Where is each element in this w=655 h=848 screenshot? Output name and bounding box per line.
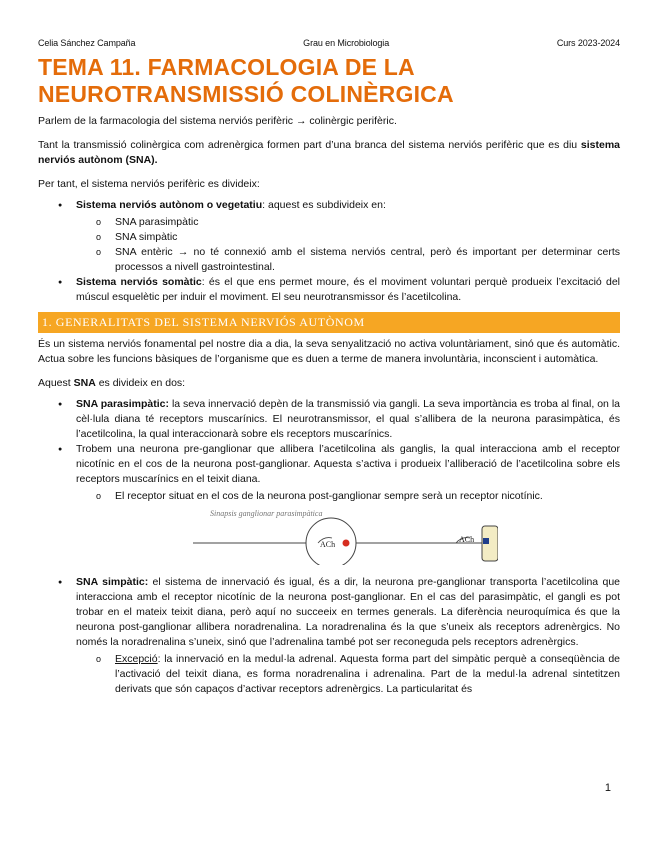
figure-caption: Sinapsis ganglionar parasimpàtica: [210, 509, 323, 518]
header-year: Curs 2023-2024: [556, 38, 620, 48]
intro-bold-term: sistema nerviós autònom (SNA).: [38, 139, 620, 166]
section-heading-1: 1. GENERALITATS DEL SISTEMA NERVIÓS AUTÒNOM: [38, 312, 620, 333]
intro-paragraph-1: Parlem de la farmacologia del sistema nerviós perifèric → colinèrgic perifèric.: [38, 115, 397, 127]
sublist-item-enteric: o SNA entèric → no té connexió amb el sistema nerviós central, però és important per determinar certs processos a nivell gastrointestinal.: [38, 245, 620, 275]
sublist-item-simpatic: o SNA simpàtic: [38, 230, 620, 245]
ach-label-2: ACh: [459, 535, 475, 544]
sna-simpatic-list: [38, 575, 620, 697]
page-title: TEMA 11. FARMACOLOGIA DE LA NEUROTRANSMISSIÓ COLINÈRGICA: [38, 54, 454, 107]
list-item-parasimpatic-cont: ● Trobem una neurona pre-ganglionar que allibera l’acetilcolina als ganglis, la qual interacciona amb el receptor nicotínic en el cos de la neurona post-ganglionar. Aquesta s’activa i produeix l’alliberació de l’acetilcolina sobre els receptors muscarínics en el teixit diana.: [38, 442, 620, 487]
exception-label: Excepció: [115, 653, 158, 665]
sna-division-list: [38, 397, 620, 504]
list-item-autonom: ● Sistema nerviós autònom o vegetatiu: aquest es subdivideix en:: [38, 198, 620, 213]
sublist-item-parasimpatic: o SNA parasimpàtic: [38, 215, 620, 230]
header-course: Grau en Microbiologia: [303, 38, 390, 48]
sublist-item-exception: o Excepció: la innervació en la medul·la adrenal. Aquesta forma part del simpàtic perquè a conseqüència de l’activació del teixit diana, es forma noradrenalina i adrenalina. Part de la medul·la adrenal sintetitzen derivats que són capaços d’activar receptors adrenèrgics. La particularitat és: [38, 652, 620, 697]
list-item-parasimpatic: ● SNA parasimpàtic: la seva innervació depèn de la transmissió via gangli. La seva importància es troba al final, on la cèl·lula diana té receptors muscarínics. El neurotransmissor, el qual s’allibera de la neurona parasimpàtica, és l’acetilcolina, la qual interaccionarà sobre els receptors muscarínics.: [38, 397, 620, 442]
nervous-system-list: [38, 198, 620, 305]
intro-paragraph-2: Tant la transmissió colinèrgica com adrenèrgica formen part d’una branca del sistema nerviós perifèric que es diu sistema nerviós autònom (SNA).: [38, 139, 620, 166]
document-page: [38, 38, 620, 697]
list-item-simpatic: ● SNA simpàtic: el sistema de innervació és igual, és a dir, la neurona pre-ganglionar transporta l’acetilcolina que interacciona amb el receptor nicotínic de la neurona post-ganglionar. En el cas del parasimpàtic, el gangli es pot trobar en el mateix teixit diana, però aquí no succeeix en termes generals. La diferència neuroquímica és que la neurona post-ganglionar allibera noradrenalina. La noradrenalina és la que s’uneix als receptors adrenèrgics. No només la noradrenalina s’uneix, sinó que l’adrenalina també pot ser reconeguda pels receptors adrenèrgics.: [38, 575, 620, 650]
header-author: Celia Sánchez Campaña: [38, 38, 136, 48]
page-header: [38, 38, 620, 48]
intro-paragraph-3: Per tant, el sistema nerviós perifèric es divideix:: [38, 178, 260, 190]
sublist-item-nicotinic: o El receptor situat en el cos de la neurona post-ganglionar sempre serà un receptor nicotínic.: [38, 489, 620, 504]
muscarinic-receptor-square: [483, 538, 489, 544]
nicotinic-receptor-dot: [343, 540, 350, 547]
ach-label-1: ACh: [320, 540, 336, 549]
list-item-somatic: ● Sistema nerviós somàtic: és el que ens permet moure, és el moviment voluntari perquè produeix l’excitació del múscul esquelètic per induir el moviment. El seu neurotransmissor és l’acetilcolina.: [38, 275, 620, 305]
synapse-figure: [38, 507, 620, 565]
synapse-diagram: [188, 507, 498, 565]
section-paragraph-2: Aquest SNA es divideix en dos:: [38, 377, 186, 389]
section-paragraph-1: És un sistema nerviós fonamental pel nostre dia a dia, la seva senyalització no activa voluntàriament, sinó que és automàtic. Actua sobre les funcions bàsiques de l’organisme que es duen a terme de manera involuntària, inconscient i automàtica.: [38, 338, 620, 365]
page-number: 1: [604, 782, 611, 794]
